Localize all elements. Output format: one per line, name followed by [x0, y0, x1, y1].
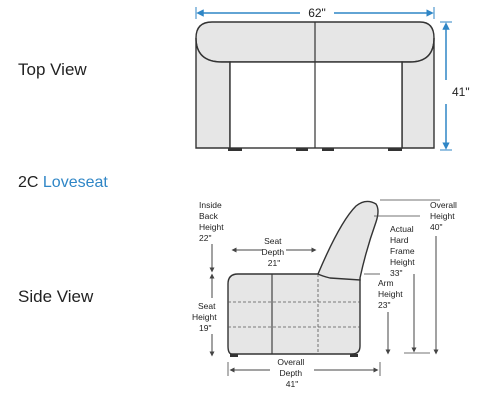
side-view-back	[318, 201, 378, 280]
inside-back-height-label: Inside Back Height 22"	[199, 200, 224, 243]
width-dimension	[196, 6, 434, 20]
seat-depth-label: Seat Depth 21"	[261, 236, 285, 268]
product-name: Loveseat	[42, 174, 108, 191]
model-code: 2C	[18, 174, 39, 191]
inside-back-height-dimension	[199, 200, 226, 270]
top-view-drawing	[196, 22, 434, 151]
overall-depth-label: Overall Depth 41"	[277, 357, 305, 389]
top-view-foot	[296, 148, 308, 151]
depth-dimension-top	[440, 22, 470, 150]
side-view-foot	[350, 354, 358, 357]
side-view-drawing	[228, 201, 378, 357]
top-view-foot	[388, 148, 402, 151]
arm-height-label: Arm Height 23"	[378, 278, 403, 310]
depth-top-label: 41"	[452, 85, 470, 99]
top-view-title: Top View	[18, 60, 87, 79]
seat-height-dimension	[192, 276, 219, 354]
seat-depth-dimension	[234, 236, 314, 268]
side-view-foot	[230, 354, 238, 357]
top-view-foot	[228, 148, 242, 151]
overall-height-label: Overall Height 40"	[430, 200, 457, 232]
width-label: 62"	[308, 6, 326, 20]
side-view-title: Side View	[18, 287, 94, 306]
side-view-base	[228, 274, 360, 354]
top-view-seat	[230, 62, 402, 148]
arm-height-dimension	[364, 274, 405, 352]
hard-frame-height-label: Actual Hard Frame Height 33"	[390, 224, 415, 278]
top-view-foot	[322, 148, 334, 151]
overall-depth-dimension	[228, 357, 380, 389]
seat-height-label: Seat Height 19"	[192, 301, 217, 333]
